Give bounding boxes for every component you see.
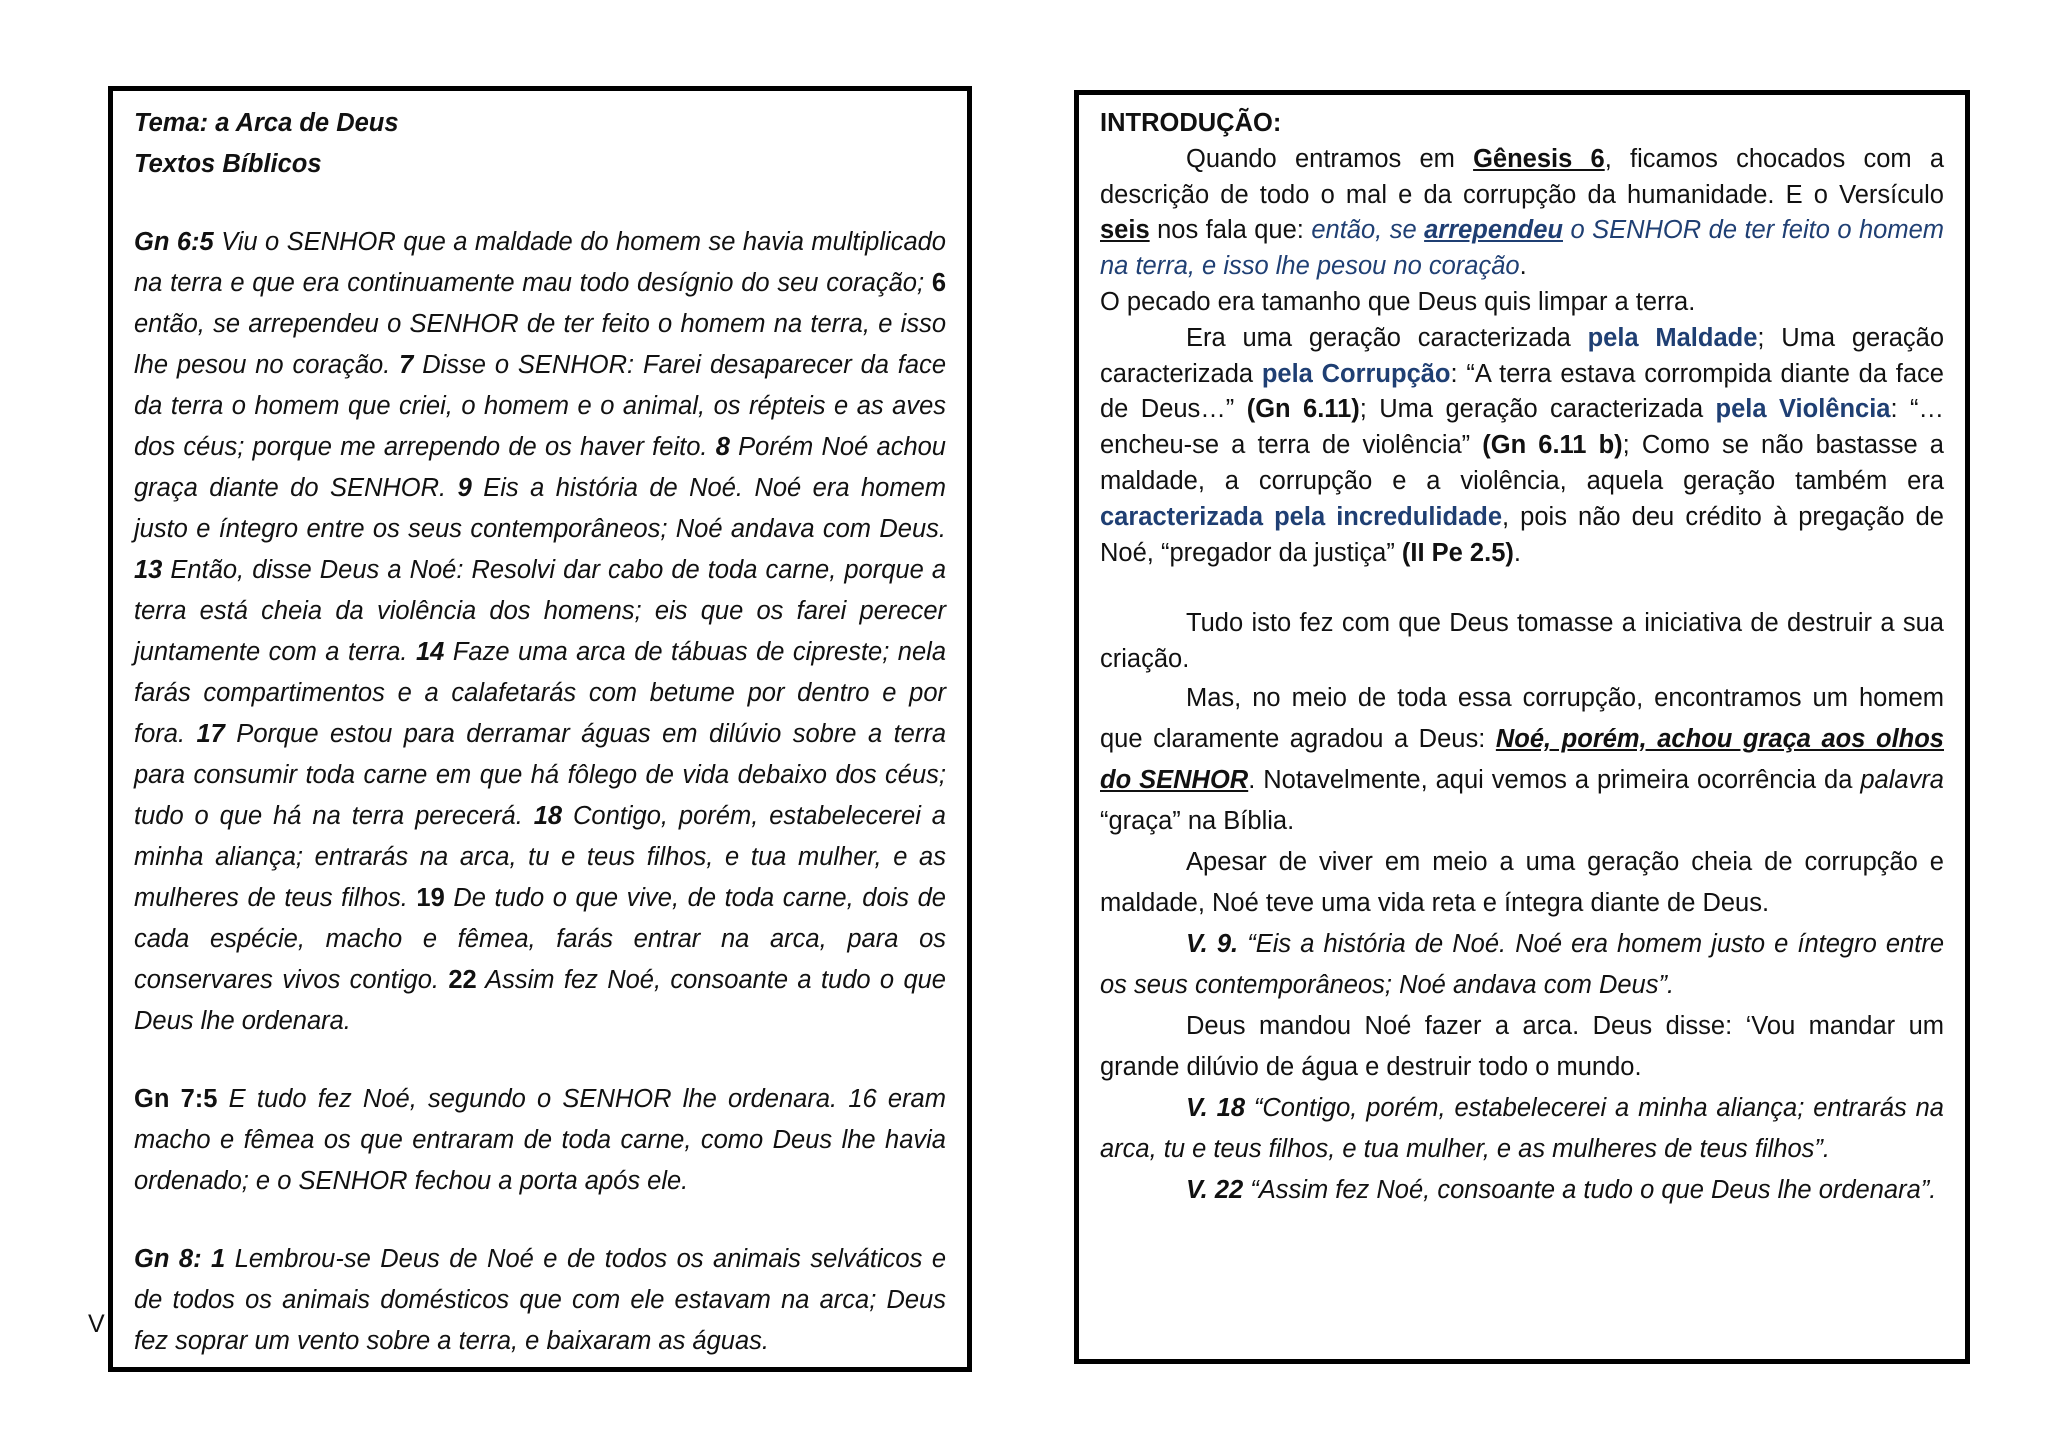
- ref-gn-8-1: Gn 8: 1: [134, 1245, 226, 1273]
- passage-gn-8-1: Gn 8: 1 Lembrou-se Deus de Noé e de todos os animais selváticos e de todos os animais domésticos que com ele estavam na arca; Deus fez soprar um vento sobre a terra, e baixaram as águas.: [134, 1245, 947, 1355]
- texts-heading: Textos Bíblicos: [134, 150, 322, 178]
- intro-paragraph-7: V. 9. “Eis a história de Noé. Noé era homem justo e íntegro entre os seus contemporâneos; Noé andava com Deus”.: [1100, 929, 1945, 999]
- introduction-heading: INTRODUÇÃO:: [1100, 109, 1282, 137]
- intro-paragraph-9: V. 18 “Contigo, porém, estabelecerei a minha aliança; entrarás na arca, tu e teus filhos, e tua mulher, e as mulheres de teus filhos”.: [1100, 1093, 1944, 1163]
- intro-paragraph-5: Mas, no meio de toda essa corrupção, encontramos um homem que claramente agradou a Deus: Noé, porém, achou graça aos olhos do SENHOR. Notavelmente, aqui vemos a primeira ocorrência da palavra “graça” na Bíblia.: [1100, 683, 1944, 835]
- intro-paragraph-1: Quando entramos em Gênesis 6, ficamos chocados com a descrição de todo o mal e da corrupção da humanidade. E o Versículo seis nos fala que: então, se arrependeu o SENHOR de ter feito o homem na terra, e isso lhe pesou no coração.: [1100, 144, 1945, 281]
- ref-gn-6-5: Gn 6:5: [134, 228, 214, 256]
- intro-paragraph-2: O pecado era tamanho que Deus quis limpar a terra.: [1100, 287, 1696, 316]
- intro-paragraph-8: Deus mandou Noé fazer a arca. Deus disse: ‘Vou mandar um grande dilúvio de água e destruir todo o mundo.: [1100, 1011, 1944, 1081]
- intro-paragraph-10: V. 22 “Assim fez Noé, consoante a tudo o que Deus lhe ordenara”.: [1186, 1175, 1937, 1204]
- theme-title: Tema: a Arca de Deus: [134, 109, 399, 137]
- introduction-panel: [1074, 90, 1970, 1364]
- ref-gn-7-5: Gn 7:5: [134, 1085, 218, 1113]
- passage-gn-6-5: Gn 6:5 Viu o SENHOR que a maldade do homem se havia multiplicado na terra e que era continuamente mau todo desígnio do seu coração; 6 então, se arrependeu o SENHOR de ter feito o homem na terra, e isso lhe pesou no coração. 7 Disse o SENHOR: Farei desaparecer da face da terra o homem que criei, o homem e o animal, os répteis e as aves dos céus; porque me arrependo de os haver feito. 8 Porém Noé achou graça diante do SENHOR. 9 Eis a história de Noé. Noé era homem justo e íntegro entre os seus contemporâneos; Noé andava com Deus. 13 Então, disse Deus a Noé: Resolvi dar cabo de toda carne, porque a terra está cheia da violência dos homens; eis que os farei perecer juntamente com a terra. 14 Faze uma arca de tábuas de cipreste; nela farás compartimentos e a calafetarás com betume por dentro e por fora. 17 Porque estou para derramar águas em dilúvio sobre a terra para consumir toda carne em que há fôlego de vida debaixo dos céus; tudo o que há na terra perecerá. 18 Contigo, porém, estabelecerei a minha aliança; entrarás na arca, tu e teus filhos, e tua mulher, e as mulheres de teus filhos. 19 De tudo o que vive, de toda carne, dois de cada espécie, macho e fêmea, farás entrar na arca, para os conservares vivos contigo. 22 Assim fez Noé, consoante a tudo o que Deus lhe ordenara.: [134, 228, 947, 1035]
- bible-texts-panel: [108, 86, 972, 1372]
- passage-gn-7-5: Gn 7:5 E tudo fez Noé, segundo o SENHOR lhe ordenara. 16 eram macho e fêmea os que entraram de toda carne, como Deus lhe havia ordenado; e o SENHOR fechou a porta após ele.: [134, 1085, 946, 1195]
- intro-paragraph-4: Tudo isto fez com que Deus tomasse a iniciativa de destruir a sua criação.: [1100, 609, 1944, 674]
- intro-paragraph-6: Apesar de viver em meio a uma geração cheia de corrupção e maldade, Noé teve uma vida reta e íntegra diante de Deus.: [1100, 847, 1944, 917]
- stray-mark: V: [88, 1310, 105, 1338]
- intro-paragraph-3: Era uma geração caracterizada pela Maldade; Uma geração caracterizada pela Corrupção: “A terra estava corrompida diante da face de Deus…” (Gn 6.11); Uma geração caracterizada pela Violência: “… encheu-se a terra de violência” (Gn 6.11 b); Como se não bastasse a maldade, a corrupção e a violência, aquela geração também era caracterizada pela incredulidade, pois não deu crédito à pregação de Noé, “pregador da justiça” (II Pe 2.5).: [1100, 323, 1945, 567]
